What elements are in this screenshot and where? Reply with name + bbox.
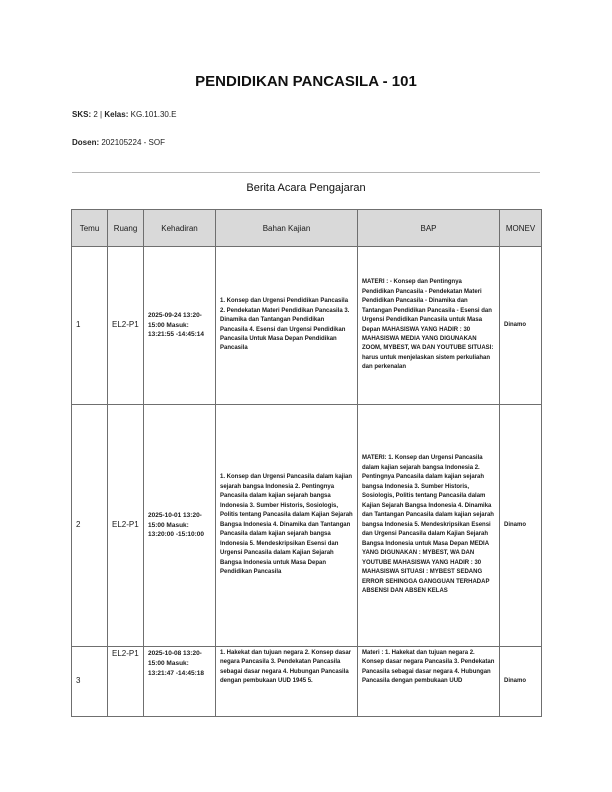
cell-bap: MATERI : - Konsep dan Pentingnya Pendidikan Pancasila - Pendekatan Materi Pendidikan Pancasila - Dinamika dan Tantangan Pendidikan Pancasila - Esensi dan Urgensi Pendidikan Pancasila untuk Masa Depan MAHASISWA YANG HADIR : 30 MAHASISWA MEDIA YANG DIGUNAKAN ZOOM, MYBEST, WA DAN YOUTUBE SITUASI: harus untuk menjelaskan sistem perkuliahan dan perkenalan	[358, 247, 500, 405]
cell-temu: 1	[72, 247, 108, 405]
cell-ruang: EL2-P1	[108, 647, 144, 717]
kelas-value: KG.101.30.E	[130, 110, 177, 119]
cell-kehadiran: 2025-10-08 13:20-15:00 Masuk: 13:21:47 -14:45:18	[144, 647, 216, 717]
cell-kehadiran: 2025-10-01 13:20-15:00 Masuk: 13:20:00 -15:10:00	[144, 405, 216, 647]
cell-kehadiran: 2025-09-24 13:20-15:00 Masuk: 13:21:55 -14:45:14	[144, 247, 216, 405]
cell-monev: Dinamo	[500, 405, 542, 647]
cell-monev: Dinamo	[500, 247, 542, 405]
sks-label: SKS:	[72, 110, 92, 119]
dosen-value: 202105224 - SOF	[101, 138, 165, 147]
cell-bahan-kajian: 1. Konsep dan Urgensi Pendidikan Pancasila 2. Pendekatan Materi Pendidikan Pancasila 3. Dinamika dan Tantangan Pendidikan Pancasila 4. Esensi dan Urgensi Pendidikan Pancasila Untuk Masa Depan Pendidikan Pancasila	[216, 247, 358, 405]
header-monev: MONEV	[500, 210, 542, 247]
cell-ruang: EL2-P1	[108, 405, 144, 647]
cell-ruang: EL2-P1	[108, 247, 144, 405]
sks-value: 2	[93, 110, 98, 119]
header-bap: BAP	[358, 210, 500, 247]
cell-bahan-kajian: 1. Hakekat dan tujuan negara 2. Konsep dasar negara Pancasila 3. Pendekatan Pancasila sebagai dasar negara 4. Hubungan Pancasila dengan pembukaan UUD 1945 5.	[216, 647, 358, 717]
lecturer-line	[72, 138, 165, 147]
table-row	[72, 405, 542, 647]
course-meta-line	[72, 110, 176, 119]
cell-bap: Materi : 1. Hakekat dan tujuan negara 2. Konsep dasar negara Pancasila 3. Pendekatan Pancasila sebagai dasar negara 4. Hubungan Pancasila dengan pembukaan UUD	[358, 647, 500, 717]
cell-temu: 2	[72, 405, 108, 647]
cell-bap: MATERI: 1. Konsep dan Urgensi Pancasila dalam kajian sejarah bangsa Indonesia 2. Pentingnya Pancasila dalam kajian sejarah bangsa Indonesia 3. Sumber Historis, Sosiologis, Politis tentang Pancasila dalam Kajian Sejarah Bangsa Indonesia 4. Dinamika dan Tantangan Pancasila dalam kajian sejarah bangsa Indonesia 5. Mendeskripsikan Esensi dan Urgensi Pancasila dalam Kajian Sejarah Bangsa Indonesia untuk Masa Depan MEDIA YANG DIGUNAKAN : MYBEST, WA DAN YOUTUBE MAHASISWA YANG HADIR : 30 MAHASISWA SITUASI : MYBEST SEDANG ERROR SEHINGGA GANGGUAN TERHADAP ABSENSI DAN ABSEN KELAS	[358, 405, 500, 647]
table-row	[72, 247, 542, 405]
section-title: Berita Acara Pengajaran	[246, 182, 366, 194]
table-header-row	[72, 210, 542, 247]
divider	[72, 172, 540, 173]
meta-separator: |	[100, 110, 103, 119]
header-bahan-kajian: Bahan Kajian	[216, 210, 358, 247]
header-temu: Temu	[72, 210, 108, 247]
cell-temu: 3	[72, 647, 108, 717]
table-row	[72, 647, 542, 717]
cell-monev: Dinamo	[500, 647, 542, 717]
header-ruang: Ruang	[108, 210, 144, 247]
header-kehadiran: Kehadiran	[144, 210, 216, 247]
kelas-label: Kelas:	[104, 110, 129, 119]
page-title: PENDIDIKAN PANCASILA - 101	[195, 73, 417, 90]
teaching-record-table	[71, 209, 542, 717]
cell-bahan-kajian: 1. Konsep dan Urgensi Pancasila dalam kajian sejarah bangsa Indonesia 2. Pentingnya Pancasila dalam kajian sejarah bangsa Indonesia 3. Sumber Historis, Sosiologis, Politis tentang Pancasila dalam Kajian Sejarah Bangsa Indonesia 4. Dinamika dan Tantangan Pancasila dalam kajian sejarah bangsa Indonesia 5. Mendeskripsikan Esensi dan Urgensi Pancasila dalam Kajian Sejarah Bangsa Indonesia untuk Masa Depan Pendidikan Pancasila	[216, 405, 358, 647]
dosen-label: Dosen:	[72, 138, 100, 147]
